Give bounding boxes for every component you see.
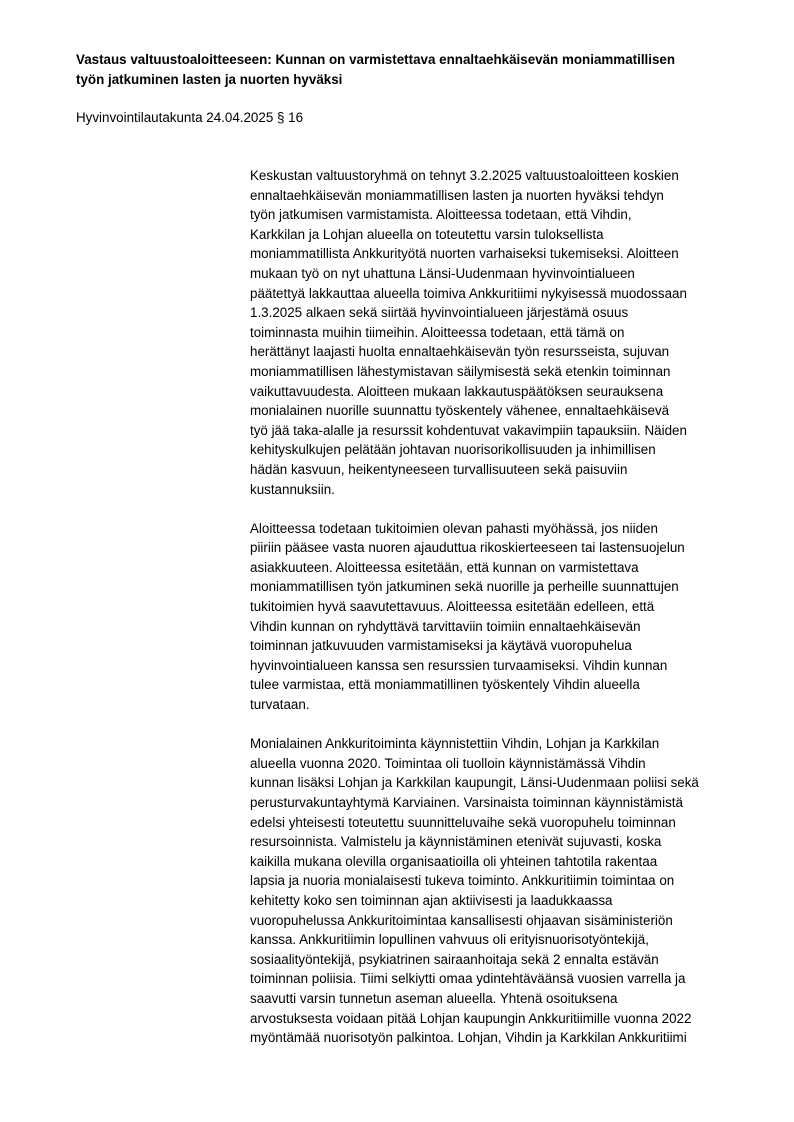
paragraph-line: työ jää taka-alalle ja resurssit kohdentuvat vakavimpiin tapauksiin. Näiden <box>250 422 687 438</box>
paragraph-line: piiriin pääsee vasta nuoren ajauduttua rikoskierteeseen tai lastensuojelun <box>250 540 685 556</box>
document-title <box>76 50 736 89</box>
paragraph-line: toiminnan jatkuvuuden varmistamiseksi ja käytävä vuoropuhelua <box>250 638 632 654</box>
paragraph-3 <box>250 734 750 1048</box>
paragraph-line: hyvinvointialueen kanssa sen resurssien turvaamiseksi. Vihdin kunnan <box>250 657 668 673</box>
paragraph-line: päätettyä lakkauttaa alueella toimiva Ankkuritiimi nykyisessä muodossaan <box>250 285 687 301</box>
paragraph-line: resursoinnista. Valmistelu ja käynnistäminen etenivät sujuvasti, koska <box>250 834 662 850</box>
paragraph-line: perusturvakuntayhtymä Karviainen. Varsinaista toiminnan käynnistämistä <box>250 795 683 810</box>
paragraph-line: mukaan työ on nyt uhattuna Länsi-Uudenmaan hyvinvointialueen <box>250 265 635 281</box>
paragraph-line: Vihdin kunnan on ryhdyttävä tarvittaviin toimiin ennaltaehkäisevän <box>250 618 641 634</box>
paragraph-line: toiminnan poliisia. Tiimi selkiytti omaa ydintehtäväänsä vuosien varrella ja <box>250 971 686 987</box>
paragraph-line: kehityskulkujen pelätään johtavan nuorisorikollisuuden ja inhimillisen <box>250 442 656 458</box>
paragraph-line: 1.3.2025 alkaen sekä siirtää hyvinvointialueen järjestämä osuus <box>250 305 629 321</box>
paragraph-line: monialainen nuorille suunnattu työskentely vähenee, ennaltaehkäisevä <box>250 403 670 419</box>
paragraph-line: saavutti varsin tunnetun aseman alueella. Yhtenä osoituksena <box>250 990 618 1006</box>
paragraph-line: alueella vuonna 2020. Toimintaa oli tuolloin käynnistämässä Vihdin <box>250 755 646 771</box>
paragraph-1 <box>250 166 750 499</box>
paragraph-line: moniammatillista Ankkurityötä nuorten varhaiseksi tukemiseksi. Aloitteen <box>250 246 679 262</box>
paragraph-line: turvataan. <box>250 697 310 713</box>
paragraph-line: hädän kasvuun, heikentyneeseen turvallisuuteen sekä paisuviin <box>250 461 628 477</box>
paragraph-line: toiminnasta muihin tiimeihin. Aloitteessa todetaan, että tämä on <box>250 324 625 340</box>
paragraph-line: moniammatillisen lähestymistavan säilymisestä sekä etenkin toiminnan <box>250 363 671 379</box>
paragraph-line: arvostuksesta voidaan pitää Lohjan kaupungin Ankkuritiimille vuonna 2022 <box>250 1010 692 1026</box>
paragraph-line: vaikuttavuudesta. Aloitteen mukaan lakkautuspäätöksen seurauksena <box>250 383 664 399</box>
paragraph-line: kustannuksiin. <box>250 481 335 497</box>
paragraph-line: kanssa. Ankkuritiimin lopullinen vahvuus oli erityisnuorisotyöntekijä, <box>250 932 649 948</box>
meeting-reference: Hyvinvointilautakunta 24.04.2025 § 16 <box>76 110 304 125</box>
paragraph-line: asiakkuuteen. Aloitteessa esitetään, että kunnan on varmistettava <box>250 559 639 575</box>
paragraph-line: tulee varmistaa, että moniammatillinen työskentely Vihdin alueella <box>250 677 640 693</box>
paragraph-line: kehitetty koko sen toiminnan ajan aktiivisesti ja laadukkaassa <box>250 892 613 908</box>
paragraph-line: kunnan lisäksi Lohjan ja Karkkilan kaupungit, Länsi-Uudenmaan poliisi sekä <box>250 775 699 791</box>
paragraph-line: Monialainen Ankkuritoiminta käynnistettiin Vihdin, Lohjan ja Karkkilan <box>250 736 660 752</box>
paragraph-line: moniammatillisen työn jatkuminen sekä nuorille ja perheille suunnattujen <box>250 579 679 595</box>
paragraph-line: edelsi yhteisesti toteutettu suunnitteluvaihe sekä vuoropuhelu toiminnan <box>250 814 676 830</box>
title-line: työn jatkuminen lasten ja nuorten hyväksi <box>76 71 343 87</box>
paragraph-line: herättänyt laajasti huolta ennaltaehkäisevän työn resursseista, sujuvan <box>250 344 670 360</box>
document-body <box>250 166 750 1067</box>
paragraph-line: sosiaalityöntekijä, psykiatrinen sairaanhoitaja sekä 2 ennalta estävän <box>250 951 659 967</box>
paragraph-line: myöntämää nuorisotyön palkintoa. Lohjan, Vihdin ja Karkkilan Ankkuritiimi <box>250 1030 687 1046</box>
paragraph-line: tukitoimien hyvä saavutettavuus. Aloitteessa esitetään edelleen, että <box>250 599 655 615</box>
paragraph-line: ennaltaehkäisevän moniammatillisen lasten ja nuorten hyväksi tehdyn <box>250 187 664 203</box>
paragraph-line: Keskustan valtuustoryhmä on tehnyt 3.2.2025 valtuustoaloitteen koskien <box>250 168 679 183</box>
paragraph-line: lapsia ja nuoria monialaisesti tukeva toiminto. Ankkuritiimin toimintaa on <box>250 873 675 889</box>
title-line: Vastaus valtuustoaloitteeseen: Kunnan on varmistettava ennaltaehkäisevän moniammatillisen <box>76 52 676 67</box>
paragraph-line: kaikilla mukana olevilla organisaatioilla oli yhteinen tahtotila rakentaa <box>250 853 658 869</box>
paragraph-line: Karkkilan ja Lohjan alueella on toteutettu varsin tuloksellista <box>250 226 604 242</box>
paragraph-line: työn jatkumisen varmistamista. Aloitteessa todetaan, että Vihdin, <box>250 207 632 223</box>
paragraph-line: Aloitteessa todetaan tukitoimien olevan pahasti myöhässä, jos niiden <box>250 520 658 536</box>
paragraph-line: vuoropuhelussa Ankkuritoimintaa kansallisesti ohjaavan sisäministeriön <box>250 912 673 928</box>
paragraph-2 <box>250 519 750 715</box>
